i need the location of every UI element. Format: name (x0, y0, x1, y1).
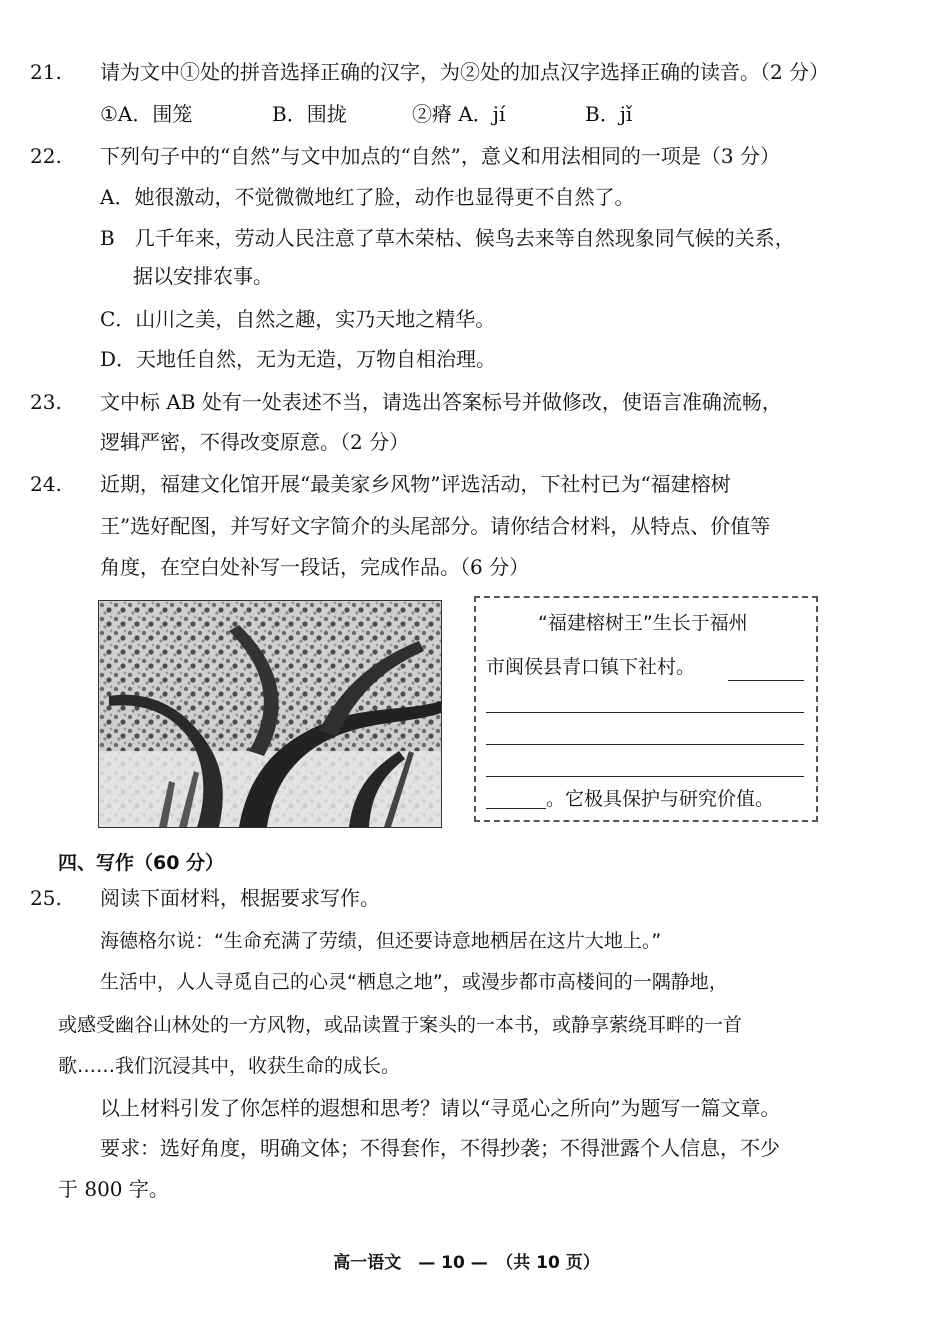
q21-option-1a: ①A．围笼 (100, 102, 193, 126)
q22-option-d: D．天地任自然，无为无造，万物自相治理。 (100, 347, 497, 371)
q23-number: 23. (30, 390, 62, 414)
page-footer: 高一语文 — 10 — （共 10 页） (333, 1253, 600, 1273)
blank-line[interactable] (486, 776, 804, 777)
q24-line2: 王”选好配图，并写好文字简介的头尾部分。请你结合材料，从特点、价值等 (100, 514, 771, 538)
q25-number: 25. (30, 886, 62, 910)
q22-option-b-line1: B 几千年来，劳动人民注意了草木荣枯、候鸟去来等自然现象同气候的关系， (100, 226, 795, 250)
material-line4: 歌……我们沉浸其中，收获生命的成长。 (58, 1055, 401, 1077)
q22-number: 22. (30, 144, 62, 168)
q21-option-2a: ②瘠 A．jí (412, 102, 506, 126)
q25-text: 阅读下面材料，根据要求写作。 (100, 886, 380, 910)
blank-line[interactable] (486, 808, 546, 809)
banyan-tree-photo (98, 600, 442, 828)
q24-number: 24. (30, 472, 62, 496)
q21-option-2b: B．jǐ (585, 102, 633, 126)
q21-number: 21. (30, 60, 62, 84)
q24-line1: 近期，福建文化馆开展“最美家乡风物”评选活动，下社村已为“福建榕树 (100, 472, 731, 496)
q22-option-c: C．山川之美，自然之趣，实乃天地之精华。 (100, 307, 496, 331)
blank-line[interactable] (486, 744, 804, 745)
blank-line[interactable] (728, 680, 804, 681)
q21-option-1b: B．围拢 (272, 102, 347, 126)
blank-line[interactable] (486, 712, 804, 713)
caption-last-line: 。它极具保护与研究价值。 (546, 788, 775, 810)
q22-option-b-line2: 据以安排农事。 (133, 264, 273, 288)
material-line1: 海德格尔说：“生命充满了劳绩，但还要诗意地栖居在这片大地上。” (100, 930, 662, 952)
requirement-line1: 要求：选好角度，明确文体；不得套作，不得抄袭；不得泄露个人信息，不少 (100, 1136, 780, 1160)
q23-line1: 文中标 AB 处有一处表述不当，请选出答案标号并做修改，使语言准确流畅， (100, 390, 782, 414)
q22-text: 下列句子中的“自然”与文中加点的“自然”，意义和用法相同的一项是（3 分） (100, 144, 780, 168)
q22-option-a: A．她很激动，不觉微微地红了脸，动作也显得更不自然了。 (100, 185, 635, 209)
material-line2: 生活中，人人寻觅自己的心灵“栖息之地”，或漫步都市高楼间的一隅静地， (100, 971, 728, 993)
q21-text: 请为文中①处的拼音选择正确的汉字，为②处的加点汉字选择正确的读音。（2 分） (100, 60, 830, 84)
caption-line2: 市闽侯县青口镇下社村。 (486, 656, 696, 678)
section-heading-writing: 四、写作（60 分） (58, 852, 225, 874)
q23-line2: 逻辑严密，不得改变原意。（2 分） (100, 430, 410, 454)
prompt-line1: 以上材料引发了你怎样的遐想和思考？请以“寻觅心之所向”为题写一篇文章。 (100, 1096, 781, 1120)
caption-line1: “福建榕树王”生长于福州 (538, 612, 748, 634)
material-line3: 或感受幽谷山林处的一方风物，或品读置于案头的一本书，或静享萦绕耳畔的一首 (58, 1014, 743, 1036)
requirement-line2: 于 800 字。 (58, 1177, 169, 1201)
q24-line3: 角度，在空白处补写一段话，完成作品。（6 分） (100, 555, 530, 579)
caption-box (474, 596, 818, 822)
